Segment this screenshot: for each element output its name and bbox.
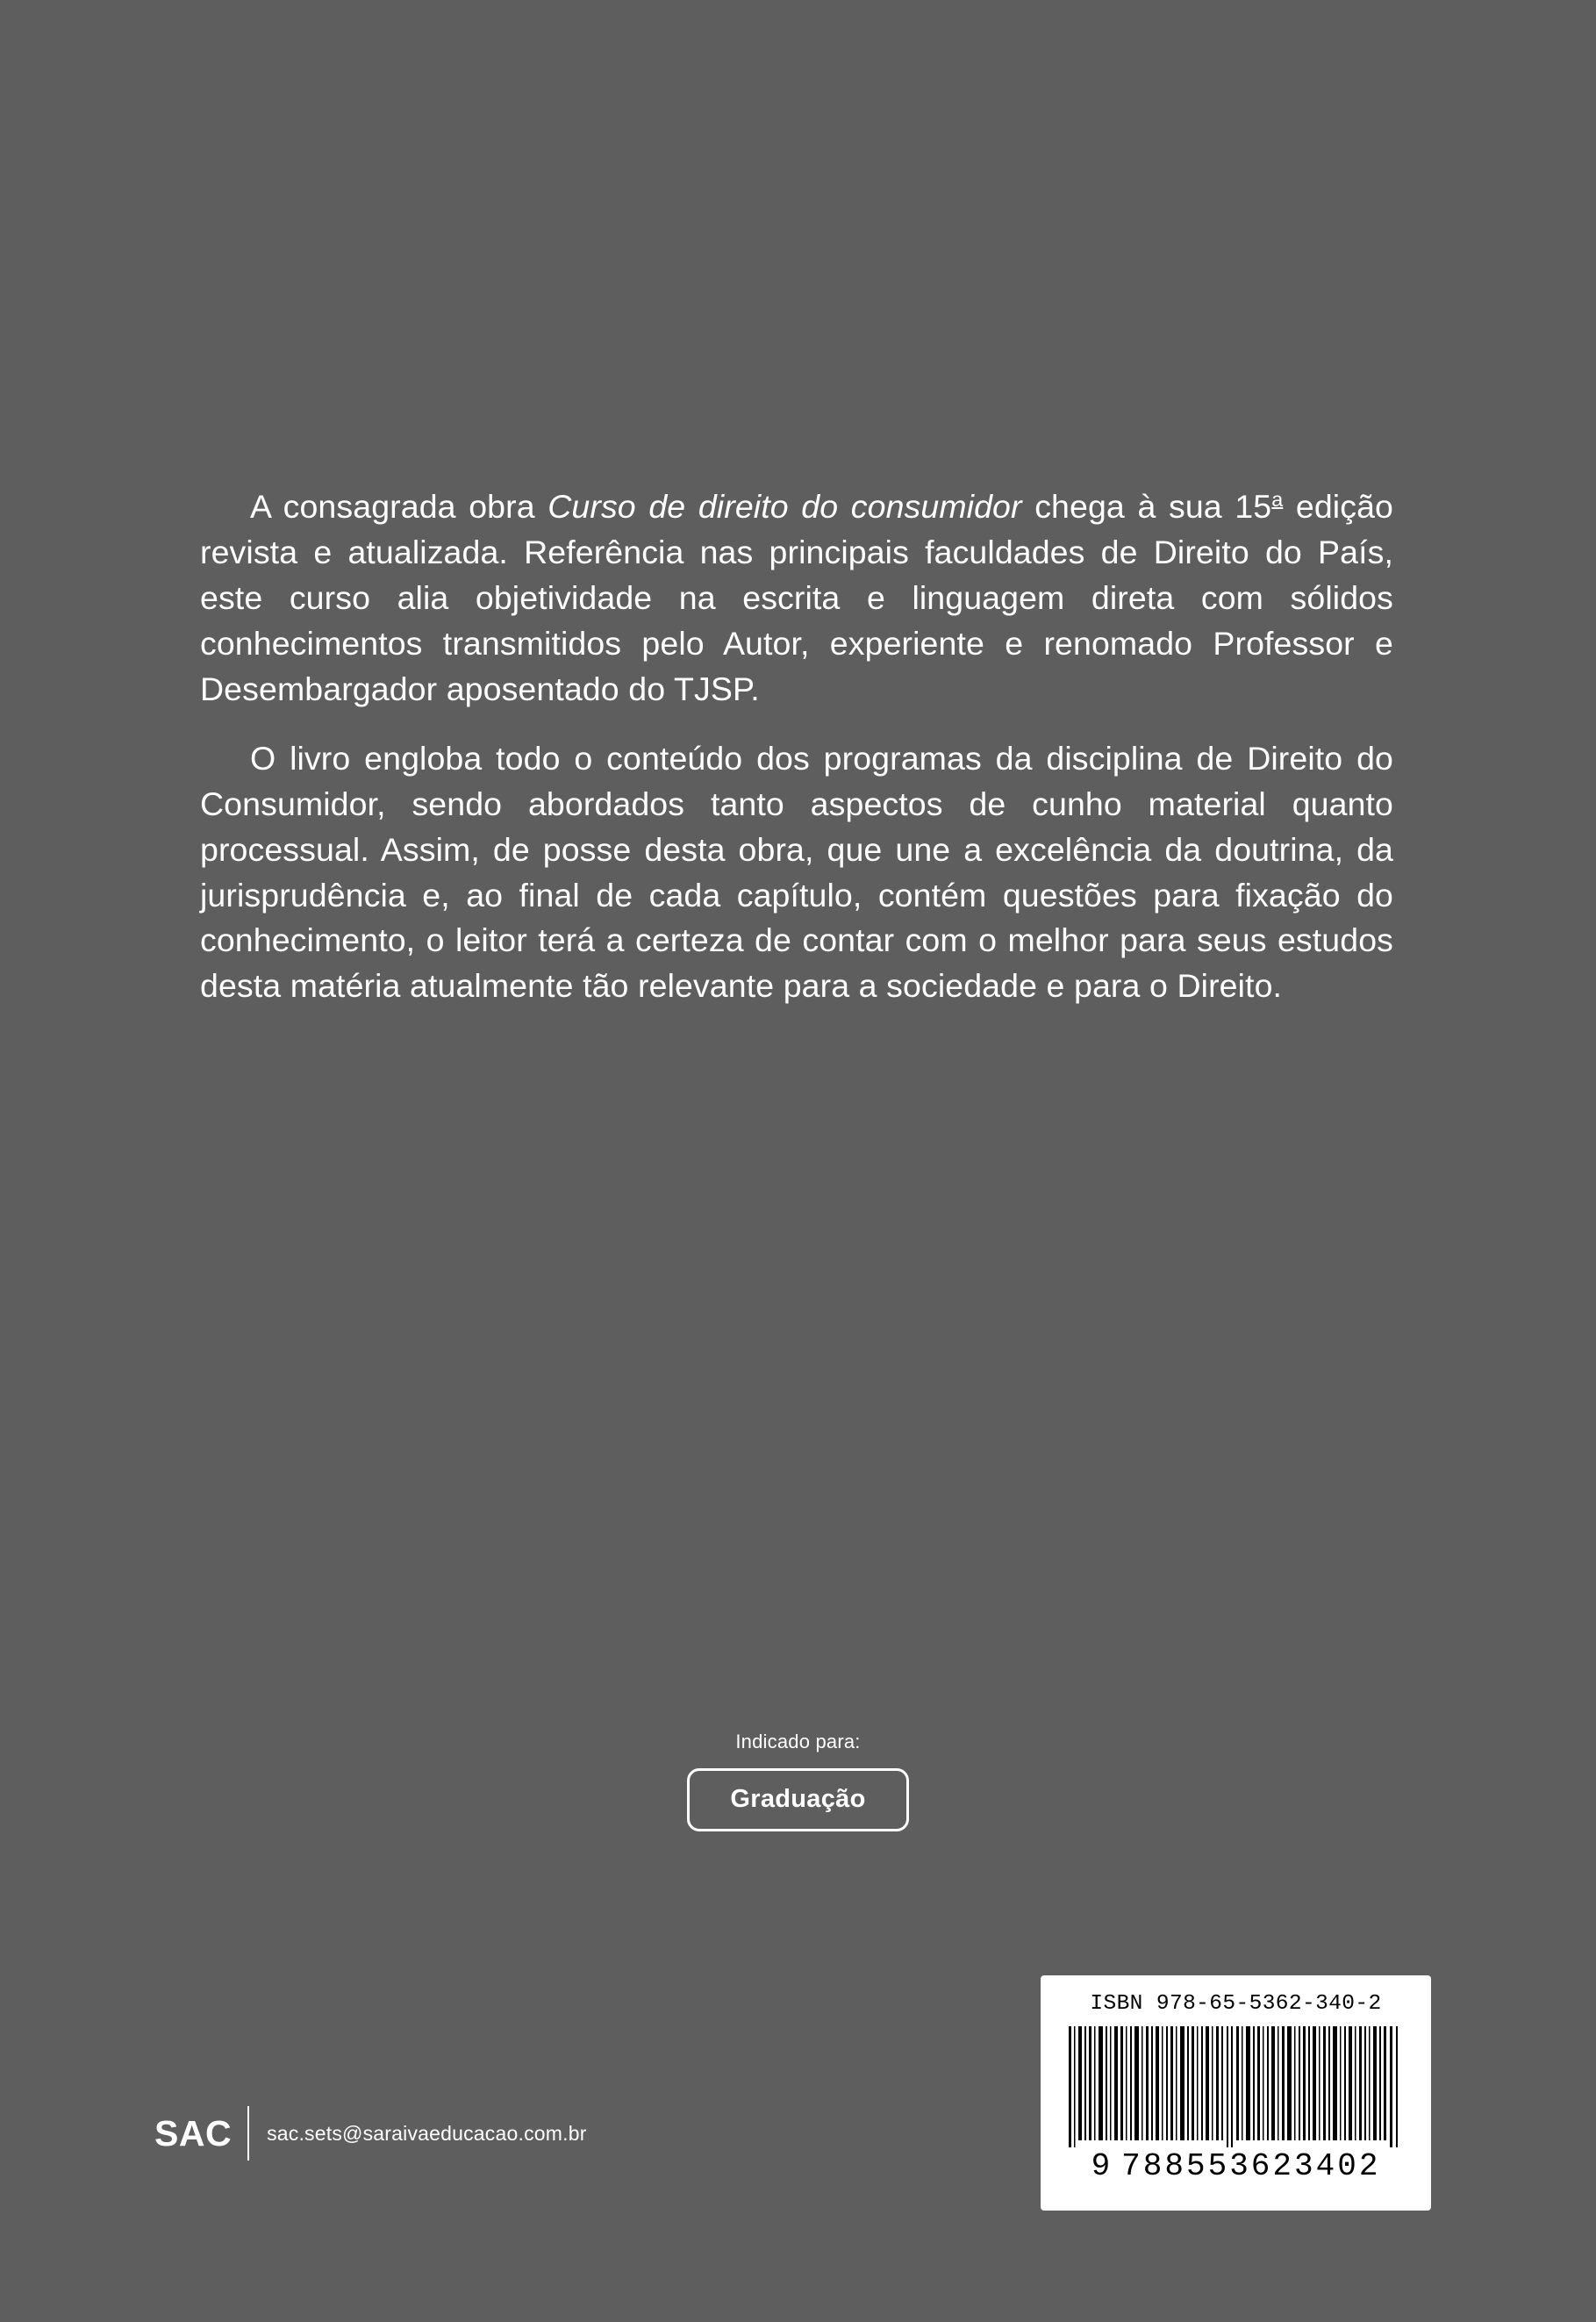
blurb-p1-mid: chega à sua 15 [1021,488,1272,525]
blurb-paragraph-2: O livro engloba todo o conteúdo dos programas da disciplina de Direito do Consumidor, sendo abordados tanto aspectos de cunho material quanto processual. Assim, de posse desta obra, que une a excelência da doutrina, da jurisprudência e, ao final de cada capítulo, contém questões para fixação do conhecimento, o leitor terá a certeza de contar com o melhor para seus estudos desta matéria atualmente tão relevante para a sociedade e para o Direito. [200,739,1393,1005]
sac-email: sac.sets@saraivaeducacao.com.br [267,2121,587,2145]
blurb-p1-post: edição revista e atualizada. Referência nas principais faculdades de Direito do País, este curso alia objetividade na escrita e linguagem direta com sólidos conhecimentos transmitidos pelo Autor, experiente e renomado Professor e Desembargador aposentado do TJSP. [200,488,1393,707]
ean-left-group: 788553 [1121,2148,1251,2184]
barcode-digits [1041,2148,1431,2184]
ordinal-suffix: a [1271,488,1284,512]
ean-lead-digit: 9 [1091,2148,1113,2184]
audience-level-badge: Graduação [687,1768,908,1831]
blurb-p1-pre: A consagrada obra [250,488,548,525]
barcode-icon [1067,2026,1405,2147]
sac-footer [154,2105,587,2161]
book-title-italic: Curso de direito do consumidor [548,488,1022,525]
blurb-text [200,484,1393,1009]
ean-right-group: 623402 [1250,2148,1381,2184]
isbn-barcode-block [1041,1975,1431,2211]
audience-label: Indicado para: [735,1731,861,1752]
isbn-label: ISBN 978-65-5362-340-2 [1090,1992,1382,2016]
blurb-paragraph-1 [200,484,1393,713]
audience-block [0,1731,1596,1831]
sac-logo: SAC [154,2112,233,2154]
